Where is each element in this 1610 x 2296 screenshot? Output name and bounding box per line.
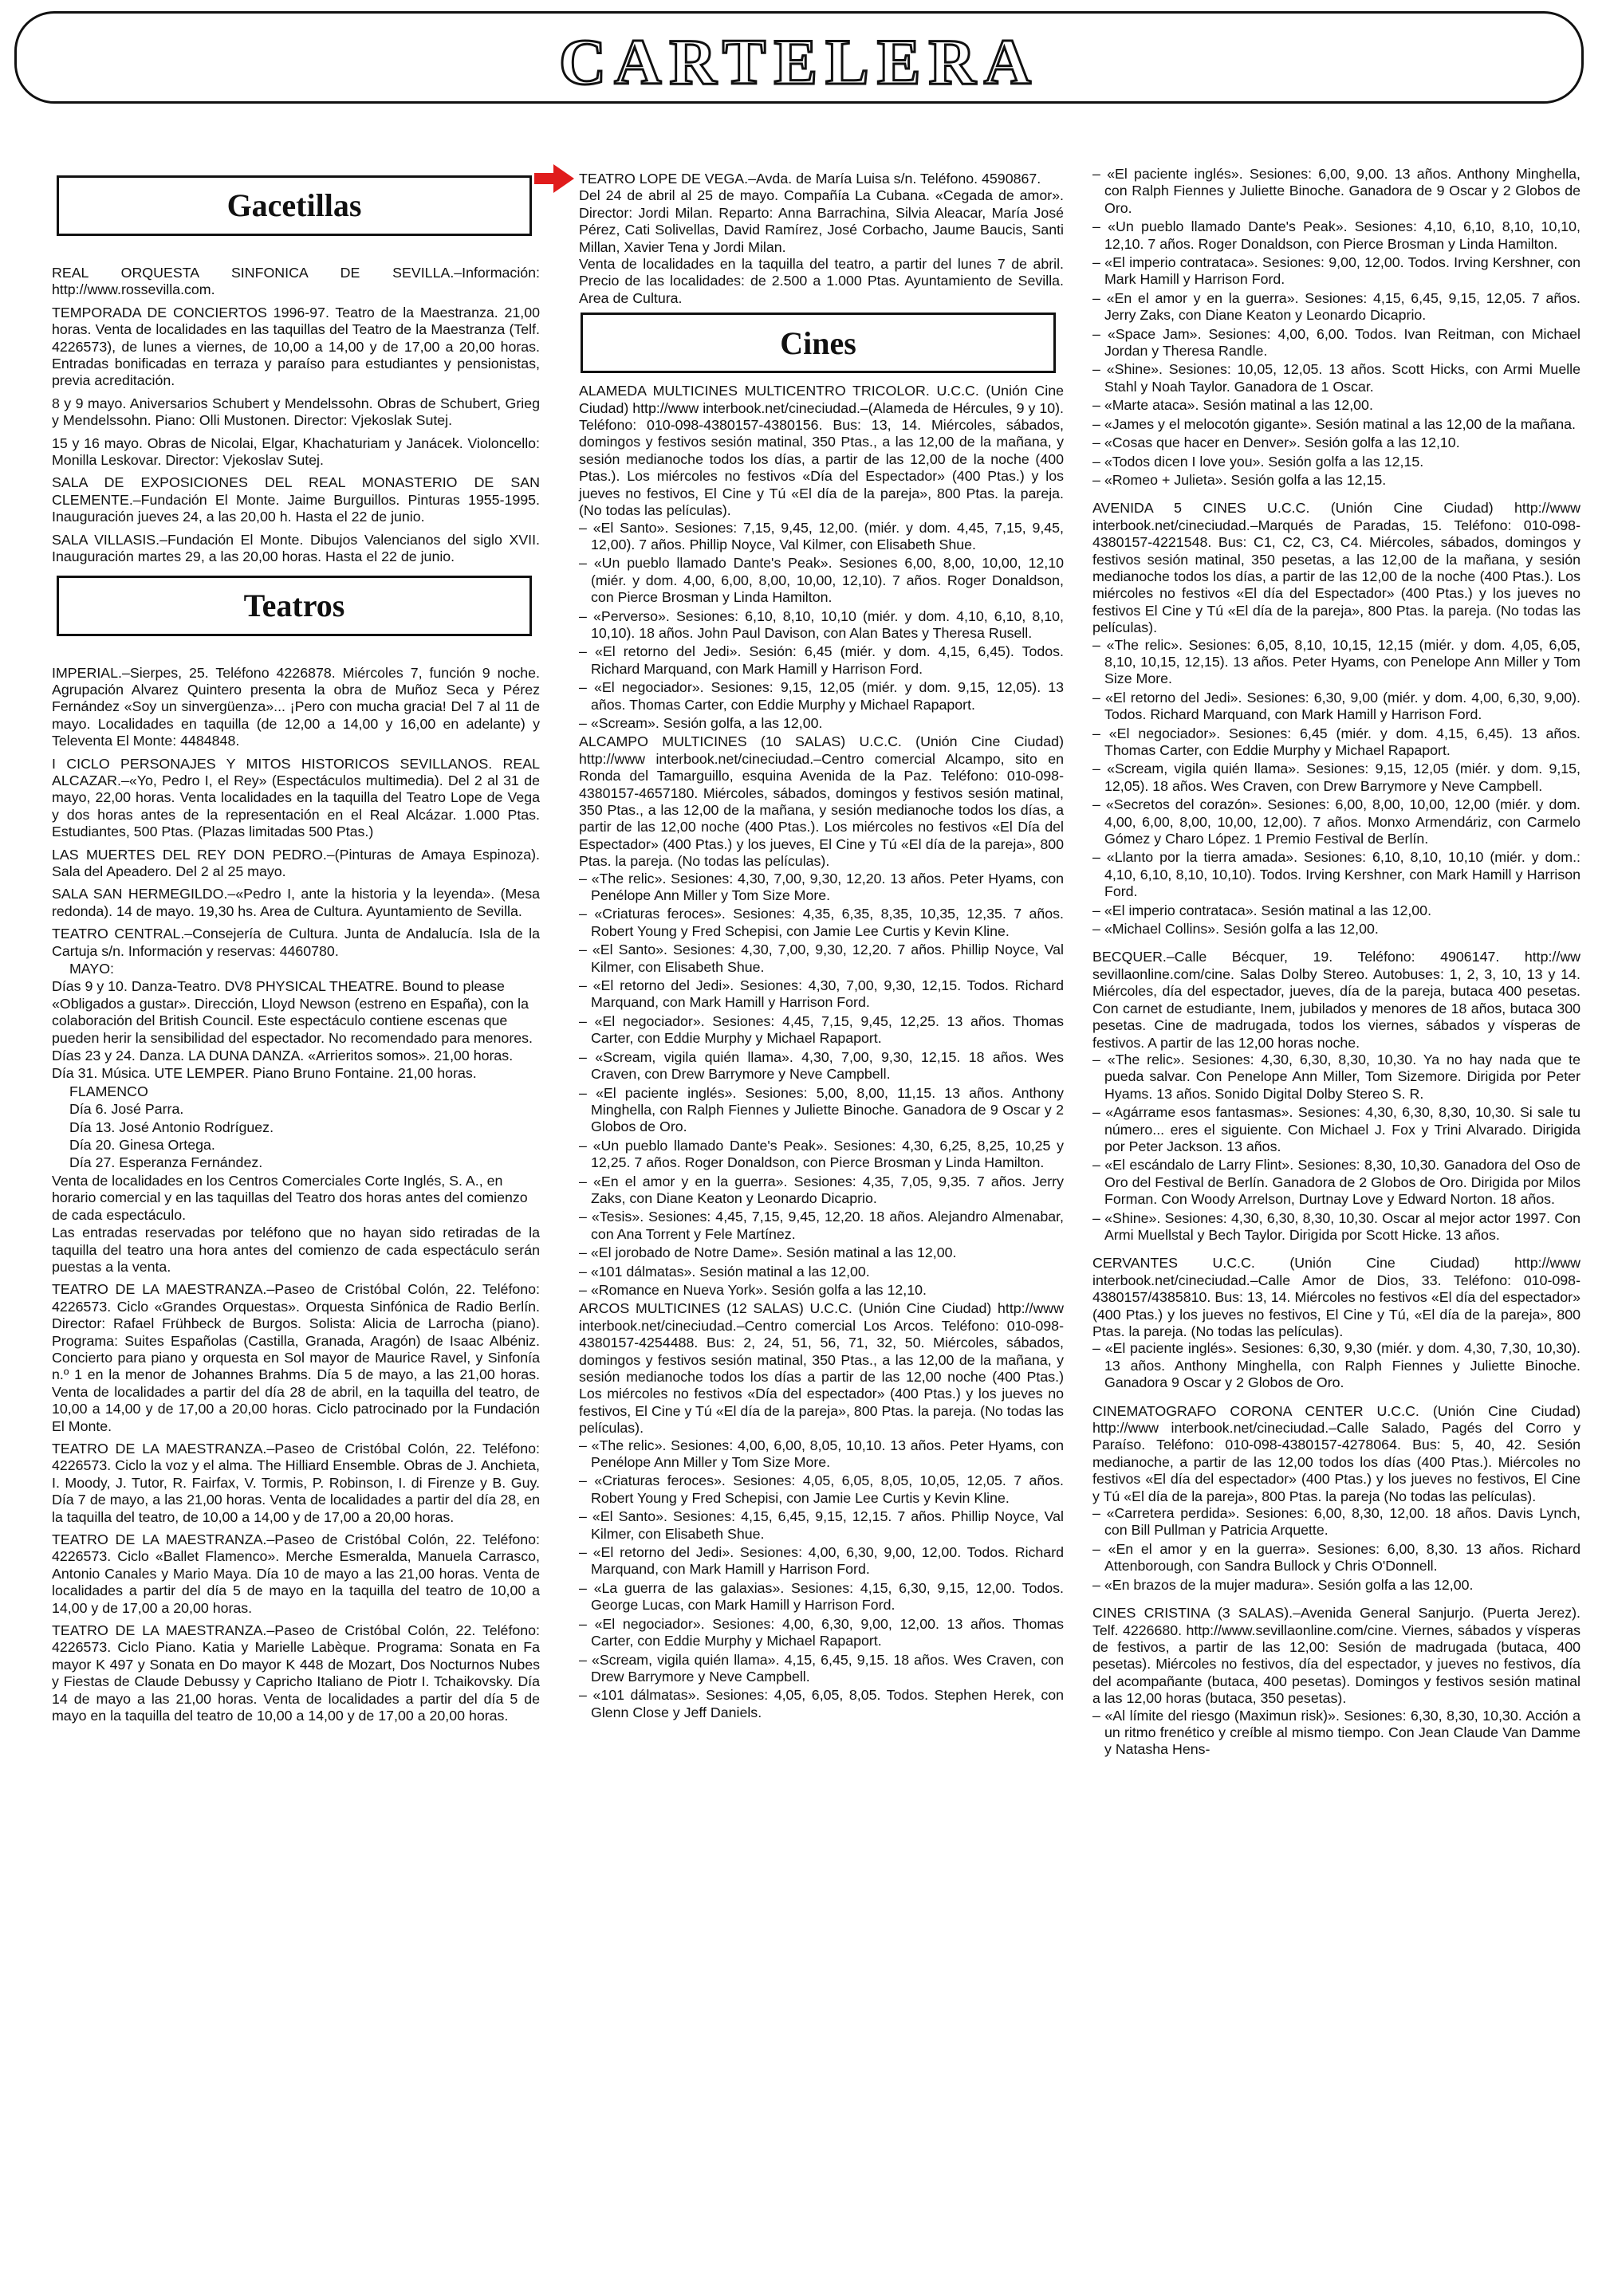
film-item: – «Perverso». Sesiones: 6,10, 8,10, 10,10 (miér. y dom. 4,10, 6,10, 8,10, 10,10). 18 años. John Paul Davison, con Alan Bates y Theresa Rusell. [579, 607, 1064, 641]
film-item: – «El negociador». Sesiones: 4,00, 6,30, 9,00, 12,00. 13 años. Thomas Carter, con Eddie Murphy y Michael Rapaport. [579, 1615, 1064, 1649]
listing: REAL ORQUESTA SINFONICA DE SEVILLA.–Información: http://www.rossevilla.com. [52, 265, 540, 298]
film-item: – «El Santo». Sesiones: 4,15, 6,45, 9,15, 12,15. 7 años. Phillip Noyce, Val Kilmer, con Elisabeth Shue. [579, 1508, 1064, 1542]
listing-line: Las entradas reservadas por teléfono que no hayan sido retiradas de la taquilla del teatro una hora antes del comienzo de cada espectáculo serán puestas a la venta. [52, 1225, 540, 1275]
film-item: – «Un pueblo llamado Dante's Peak». Sesiones 6,00, 8,00, 10,00, 12,10 (miér. y dom. 4,00, 6,00, 8,00, 10,00, 12,10). 7 años. Roger Donaldson, con Pierce Brosman y Linda Hamilton. [579, 555, 1064, 606]
film-item: – «Space Jam». Sesiones: 4,00, 6,00. Todos. Ivan Reitman, con Michael Jordan y Theresa Randle. [1092, 325, 1580, 360]
cinema-header: ALAMEDA MULTICINES MULTICENTRO TRICOLOR. U.C.C. (Unión Cine Ciudad) http://www interbook.net/cineciudad.–(Alameda de Hércules, 9 y 10). Teléfono: 010-098-4380157-4380156. Bus: 13, 14. Miércoles, sábados, domingos y festivos sesión matinal, 350 Ptas., a las 12,00 de la mañana, y sesión medianoche todos los días, a partir de las 12,00 de la noche (400 Ptas.). Los miércoles no festivos «Día del Espectador» (400 Ptas.) y los jueves no festivos, El Cine y Tú «El día de la pareja», 800 Ptas. la pareja. (No todas las películas). [579, 383, 1064, 519]
film-item: – «The relic». Sesiones: 4,30, 7,00, 9,30, 12,20. 13 años. Peter Hyams, con Penélope Ann Miller y Tom Size More. [579, 870, 1064, 904]
film-list [1092, 166, 1580, 489]
listing: TEATRO LOPE DE VEGA.–Avda. de María Luisa s/n. Teléfono. 4590867. [579, 171, 1041, 187]
section-header-teatros: Teatros [57, 576, 532, 636]
film-list [1092, 637, 1580, 938]
listing: TEATRO CENTRAL.–Consejería de Cultura. Junta de Andalucía. Isla de la Cartuja s/n. Información y reservas: 4460780. [52, 926, 540, 959]
film-item: – «En el amor y en la guerra». Sesiones: 4,15, 6,45, 9,15, 12,05. 7 años. Jerry Zaks, con Diane Keaton y Leonardo Dicaprio. [1092, 289, 1580, 324]
column-right [1092, 166, 1580, 1760]
listing: TEMPORADA DE CONCIERTOS 1996-97. Teatro de la Maestranza. 21,00 horas. Venta de localidades en las taquillas del Teatro de la Maestranza (Telf. 4226573), de lunes a viernes, de 10,00 a 14,00 y de 17,00 a 20,00 horas. Entradas bonificadas en terraza y paraíso para estudiantes y pensionistas, previa acreditación. [52, 304, 540, 389]
film-item: – «El paciente inglés». Sesiones: 6,00, 9,00. 13 años. Anthony Minghella, con Ralph Fiennes y Juliette Binoche. Ganadora de 9 Oscar y 2 Globos de Oro. [1092, 166, 1580, 216]
listing-line: MAYO: [69, 961, 114, 977]
listing: LAS MUERTES DEL REY DON PEDRO.–(Pinturas de Amaya Espinoza). Sala del Apeadero. Del 2 al 25 mayo. [52, 846, 540, 879]
film-item: – «El imperio contrataca». Sesiones: 9,00, 12,00. Todos. Irving Kershner, con Mark Hamill y Harrison Ford. [1092, 254, 1580, 288]
listing: Venta de localidades en la taquilla del teatro, a partir del lunes 7 de abril. Precio de las localidades: de 2.500 a 1.000 Ptas. Ayuntamiento de Sevilla. Area de Cultura. [579, 256, 1064, 306]
listing: IMPERIAL.–Sierpes, 25. Teléfono 4226878. Miércoles 7, función 9 noche. Agrupación Alvarez Quintero presenta la obra de Muñoz Seca y Pérez Fernández «Soy un sinvergüenza»... ¡Pero con mucha gracia! Del 7 al 11 de mayo. Localidades en taquilla (de 12,00 a 14,00 y 16,00 en adelante) y Televenta El Monte: 4484848. [52, 664, 540, 749]
listing-line: Venta de localidades en los Centros Comerciales Corte Inglés, S. A., en horario comercial y en las taquillas del Teatro dos horas antes del comienzo de cada espectáculo. [52, 1172, 528, 1223]
film-item: – «La guerra de las galaxias». Sesiones: 4,15, 6,30, 9,15, 12,00. Todos. George Lucas, con Mark Hamill y Harrison Ford. [579, 1579, 1064, 1614]
film-item: – «Shine». Sesiones: 4,30, 6,30, 8,30, 10,30. Oscar al mejor actor 1997. Con Armi Muellstal y Bech Taylor. Dirigida por Scott Hicke. 13 años. [1092, 1209, 1580, 1243]
section-header-cines: Cines [581, 313, 1056, 373]
cartelera-banner [14, 11, 1584, 104]
listing: TEATRO DE LA MAESTRANZA.–Paseo de Cristóbal Colón, 22. Teléfono: 4226573. Ciclo «Grandes Orquestas». Orquesta Sinfónica de Radio Berlín. Director: Rafael Frühbeck de Burgos. Solista: Alicia de Larrocha (piano). Programa: Suites Españolas (Castilla, Granada, Aragón) de Isaac Albéniz. Concierto para piano y orquesta en Sol mayor de Maurice Ravel, y Sinfonía n.º 1 en la menor de Johannes Brahms. Día 5 de mayo, a las 21,00 horas. Venta de localidades a partir del día 28 de abril, en la taquilla del teatro, de 10,00 a 14,00 y de 17,00 a 20,00 horas. Ciclo patrocinado por la Fundación El Monte. [52, 1281, 540, 1434]
column-left [52, 166, 540, 1730]
cinema-header: CINEMATOGRAFO CORONA CENTER U.C.C. (Unión Cine Ciudad) http://www interbook.net/cineciudad.–Calle Salado, Pagés del Corro y Paraíso. Teléfono: 010-098-4380157-4278064. Bus: 5, 40, 42. Sesión medianoche, a partir de las 12,00 todos los días (400 Ptas.). Miércoles no festivos «El día del espectador» (400 Ptas.) y los jueves no festivos, El Cine y Tú «El día de la pareja», 800 Ptas. la pareja (No todas las películas). [1092, 1402, 1580, 1504]
film-item: – «Al límite del riesgo (Maximun risk)». Sesiones: 6,30, 8,30, 10,30. Acción a un ritmo frenético y creíble al mismo tiempo. Con Jean Claude Van Damme y Natasha Hens- [1092, 1707, 1580, 1758]
film-item: – «Criaturas feroces». Sesiones: 4,05, 6,05, 8,05, 10,05, 12,05. 7 años. Robert Young y Fred Schepisi, con Jamie Lee Curtis y Kevin Kline. [579, 1472, 1064, 1506]
film-item: – «Marte ataca». Sesión matinal a las 12,00. [1092, 397, 1373, 414]
listing-line: Día 20. Ginesa Ortega. [69, 1137, 215, 1154]
film-item: – «El negociador». Sesiones: 4,45, 7,15, 9,45, 12,25. 13 años. Thomas Carter, con Eddie Murphy y Michael Rapaport. [579, 1012, 1064, 1047]
film-item: – «En el amor y en la guerra». Sesiones: 6,00, 8,30. 13 años. Richard Attenborough, con Sandra Bullock y Chris O'Donnell. [1092, 1540, 1580, 1575]
cinema-header: AVENIDA 5 CINES U.C.C. (Unión Cine Ciudad) http://www interbook.net/cineciudad.–Marqués de Paradas, 15. Teléfono: 010-098-4380157-4221548. Bus: C1, C2, C3, C4. Miércoles, sábados, domingos y festivos sesión matinal, 350 pesetas, a las 12,00 de la mañana, y sesión medianoche todos los días, a partir de las 12,00 de la noche (400 Ptas.). Los miércoles no festivos «El día del Espectador» (400 Ptas.) y los jueves no festivos El Cine y Tú «El día de la pareja», 800 Ptas. la pareja. (No todas las películas). [1092, 500, 1580, 636]
cinema-header: ALCAMPO MULTICINES (10 SALAS) U.C.C. (Unión Cine Ciudad) http://www interbook.net/cineciudad.–Centro comercial Alcampo, sito en Ronda del Tamarguillo, esquina Avenida de la Paz. Teléfono: 010-098-4380157-4657180. Miércoles, sábados, domingos y festivos sesión matinal, 350 Ptas., a las 12,00 de la mañana, y sesión medianoche todos los días, a partir de las 12,00 noche (400 Ptas.). Los miércoles no festivos «El Día del Espectador» (400 Ptas.) y los jueves, El Cine y Tú «El día de la pareja», 800 Ptas. la pareja. (No todas las películas). [579, 733, 1064, 870]
film-item: – «James y el melocotón gigante». Sesión matinal a las 12,00 de la mañana. [1092, 415, 1576, 432]
film-item: – «En el amor y en la guerra». Sesiones: 4,35, 7,05, 9,35. 7 años. Jerry Zaks, con Diane Keaton y Leonardo Dicaprio. [579, 1173, 1064, 1206]
film-item: – «The relic». Sesiones: 4,00, 6,00, 8,05, 10,10. 13 años. Peter Hyams, con Penélope Ann Miller y Tom Size More. [579, 1437, 1064, 1471]
film-item: – «Secretos del corazón». Sesiones: 6,00, 8,00, 10,00, 12,00 (miér. y dom. 4,00, 6,00, 8,00, 10,00, 12,00). 7 años. Monxo Armendáriz, con Carmelo Gómez y Charo López. 1 Premio Festival de Berlín. [1092, 796, 1580, 847]
listing-line: Día 13. José Antonio Rodríguez. [69, 1119, 274, 1135]
film-item: – «Un pueblo llamado Dante's Peak». Sesiones: 4,10, 6,10, 8,10, 10,10, 12,10. 7 años. Roger Donaldson, con Pierce Brosman y Linda Hamilton. [1092, 218, 1580, 252]
listing: TEATRO DE LA MAESTRANZA.–Paseo de Cristóbal Colón, 22. Teléfono: 4226573. Ciclo «Ballet Flamenco». Merche Esmeralda, Manuela Carrasco, Antonio Canales y Mario Maya. Día 10 de mayo a las 21,00 horas. Venta de localidades a partir del día 5 de mayo en la taquilla del teatro de 10,00 a 14,00 y de 17,00 a 20,00 horas. [52, 1531, 540, 1616]
film-item: – «Scream, vigila quién llama». 4,15, 6,45, 9,15. 18 años. Wes Craven, con Drew Barrymore y Neve Campbell. [579, 1651, 1064, 1685]
film-item: – «Todos dicen I love you». Sesión golfa a las 12,15. [1092, 453, 1424, 470]
film-list [1092, 1052, 1580, 1244]
film-item: – «Carretera perdida». Sesiones: 6,00, 8,30, 12,00. 18 años. Davis Lynch, con Bill Pullman y Patricia Arquette. [1092, 1505, 1580, 1539]
listing: TEATRO DE LA MAESTRANZA.–Paseo de Cristóbal Colón, 22. Teléfono: 4226573. Ciclo la voz y el alma. The Hilliard Ensemble. Obras de J. Anchieta, I. Moody, J. Tutor, R. Fairfax, V. Tormis, P. Robinson, I. di Firenze y B. Guy. Día 7 de mayo, a las 21,00 horas. Venta de localidades a partir del día 28, en la taquilla del teatro, de 10,00 a 14,00 y de 17,00 a 20,00 horas. [52, 1440, 540, 1525]
listing-line: Día 27. Esperanza Fernández. [69, 1154, 263, 1171]
film-item: – «El jorobado de Notre Dame». Sesión matinal a las 12,00. [579, 1244, 957, 1261]
listing-line: Días 9 y 10. Danza-Teatro. DV8 PHYSICAL THEATRE. Bound to please «Obligados a gustar». Dirección, Lloyd Newson (estreno en España), con la colaboración del British Council. Este espectáculo contiene escenas que pueden herir la sensibilidad del espectador. No recomendado para menores. [52, 978, 533, 1046]
listing: SALA SAN HERMEGILDO.–«Pedro I, ante la historia y la leyenda». (Mesa redonda). 14 de mayo. 19,30 hs. Area de Cultura. Ayuntamiento de Sevilla. [52, 886, 540, 919]
section-header-gacetillas: Gacetillas [57, 175, 532, 236]
film-list [579, 871, 1064, 1299]
film-item: – «El escándalo de Larry Flint». Sesiones: 8,30, 10,30. Ganadora del Oso de Oro del Festival de Berlín. Ganadora de 2 Globos de Oro. Dirigida por Milos Forman. Con Woody Arrelson, Durtnay Love y Edward Norton. 18 años. [1092, 1157, 1580, 1208]
film-item: – «The relic». Sesiones: 6,05, 8,10, 10,15, 12,15 (miér. y dom. 4,05, 6,05, 8,10, 10,15, 12,15). 13 años. Peter Hyams, con Penelope Ann Miller y Tom Size More. [1092, 636, 1580, 687]
film-item: – «El retorno del Jedi». Sesiones: 6,30, 9,00 (miér. y dom. 4,00, 6,30, 9,00). Todos. Richard Marquand, con Mark Hamill y Harrison Ford. [1092, 689, 1580, 723]
film-item: – «101 dálmatas». Sesiones: 4,05, 6,05, 8,05. Todos. Stephen Herek, con Glenn Close y Jeff Daniels. [579, 1687, 1064, 1720]
cinema-header: CERVANTES U.C.C. (Unión Cine Ciudad) http://www interbook.net/cineciudad.–Calle Amor de Dios, 33. Teléfono: 010-098-4380157/4385810. Bus: 13, 14. Miércoles no festivos «El día del espectador» (400 Ptas.) y los jueves no festivos, El Cine y Tú, «El día de la pareja», 800 Ptas. la pareja. (No todas las películas). [1092, 1255, 1580, 1339]
listing: I CICLO PERSONAJES Y MITOS HISTORICOS SEVILLANOS. REAL ALCAZAR.–«Yo, Pedro I, el Rey» (Espectáculos multimedia). Del 2 al 31 de mayo, 22,00 horas. Venta localidades en la taquilla del Teatro Lope de Vega y dos horas antes de la representación en el Real Alcázar. 1.000 Ptas. Estudiantes, 500 Ptas. (Plazas limitadas 500 Ptas.) [52, 755, 540, 840]
listing: 8 y 9 mayo. Aniversarios Schubert y Mendelssohn. Obras de Schubert, Grieg y Mendelssohn. Piano: Olli Mustonen. Director: Vjekoslak Sutej. [52, 395, 540, 429]
film-item: – «Un pueblo llamado Dante's Peak». Sesiones: 4,30, 6,25, 8,25, 10,25 y 12,25. 7 años. Roger Donaldson, con Pierce Brosman y Linda Hamilton. [579, 1137, 1064, 1171]
film-item: – «101 dálmatas». Sesión matinal a las 12,00. [579, 1263, 870, 1280]
film-list [1092, 1708, 1580, 1759]
cinema-header: BECQUER.–Calle Bécquer, 19. Teléfono: 4906147. http://ww sevillaonline.com/cine. Salas Dolby Stereo. Autobuses: 1, 2, 3, 10, 13 y 14. Miércoles, día del espectador, jueves, día de la pareja, butaca 400 pesetas. Con carnet de estudiante, Inem, jubilados y menores de 18 años, butaca 300 pesetas. Cine de madrugada, todos los viernes, sábados y vísperas de festivos. A partir de las 12,00 horas noche. [1092, 949, 1580, 1051]
film-item: – «Romance en Nueva York». Sesión golfa a las 12,10. [579, 1281, 927, 1298]
listing: SALA DE EXPOSICIONES DEL REAL MONASTERIO DE SAN CLEMENTE.–Fundación El Monte. Jaime Burguillos. Pinturas 1955-1995. Inauguración jueves 24, a las 20,00 h. Hasta el 22 de junio. [52, 474, 540, 525]
film-list [1092, 1505, 1580, 1594]
listing-line: FLAMENCO [69, 1083, 148, 1099]
film-item: – «Agárrame esos fantasmas». Sesiones: 4,30, 6,30, 8,30, 10,30. Si sale tu número... eres el siguiente. Con Michael J. Fox y Trini Alvarado. Dirigida por Peter Jackson. 13 años. [1092, 1104, 1580, 1154]
film-item: – «Shine». Sesiones: 10,05, 12,05. 13 años. Scott Hicks, con Armi Muelle Stahl y Noah Taylor. Ganadora de 1 Oscar. [1092, 361, 1580, 395]
listing-line: Día 6. José Parra. [69, 1101, 184, 1118]
film-item: – «El paciente inglés». Sesiones: 5,00, 8,00, 11,15. 13 años. Anthony Minghella, con Ralph Fiennes y Juliette Binoche. Ganadora de 9 Oscar y 2 Globos de Oro. [579, 1084, 1064, 1135]
cinema-header: CINES CRISTINA (3 SALAS).–Avenida General Sanjurjo. (Puerta Jerez). Telf. 4226680. http://www.sevillaonline.com/cine. Viernes, sábados y vísperas de festivos, a partir de las 12,00: Sesión de madrugada (butaca, 400 pesetas). Miércoles no festivos, día del espectador, y jueves no festivos, día del acompañante (butaca, 400 pesetas). Domingos y festivos sesión matinal a las 12,00 horas (butaca, 350 pesetas). [1092, 1605, 1580, 1707]
film-list [579, 520, 1064, 733]
film-item: – «Scream, vigila quién llama». 4,30, 7,00, 9,30, 12,15. 18 años. Wes Craven, con Drew Barrymore y Neve Campbell. [579, 1048, 1064, 1083]
film-item: – «En brazos de la mujer madura». Sesión golfa a las 12,00. [1092, 1576, 1474, 1593]
listing-line: Días 23 y 24. Danza. LA DUNA DANZA. «Arrieritos somos». 21,00 horas. [52, 1048, 514, 1064]
film-item: – «Scream». Sesión golfa, a las 12,00. [579, 714, 823, 731]
film-list [579, 1437, 1064, 1722]
cinema-header: ARCOS MULTICINES (12 SALAS) U.C.C. (Unión Cine Ciudad) http://www interbook.net/cineciudad.–Centro comercial Los Arcos. Teléfono: 010-098-4380157-4254488. Bus: 2, 24, 51, 56, 71, 32, 50. Miércoles, sábados, domingos y festivos sesión matinal, 350 Ptas., a las 12,00 de la mañana, y sesión medianoche todos los días a partir de las 12,00 noche (400 Ptas.) Los miércoles no festivos «Día del espectador» (400 Ptas.) y los jueves no festivos, El Cine y Tú «El día de la pareja», 800 Ptas. la pareja. (No todas las películas). [579, 1300, 1064, 1437]
listing: TEATRO DE LA MAESTRANZA.–Paseo de Cristóbal Colón, 22. Teléfono: 4226573. Ciclo Piano. Katia y Marielle Labèque. Programa: Sonata en Fa mayor K 497 y Sonata en Do mayor K 448 de Mozart, Dos Nocturnos Nubes y Fiestas de Claude Debussy y Capricho Italiano de Piotr I. Tchaikovsky. Día 14 de mayo a las 21,00 horas. Venta de localidades a partir del día 5 de mayo en la taquilla del teatro de 10,00 a 14,00 y de 17,00 a 20,00 horas. [52, 1622, 540, 1724]
film-item: – «El Santo». Sesiones: 7,15, 9,45, 12,00. (miér. y dom. 4,45, 7,15, 9,45, 12,00). 7 años. Phillip Noyce, Val Kilmer, con Elisabeth Shue. [579, 519, 1064, 552]
film-item: – «El retorno del Jedi». Sesiones: 4,00, 6,30, 9,00, 12,00. Todos. Richard Marquand, con Mark Hamill y Harrison Ford. [579, 1544, 1064, 1578]
listing: 15 y 16 mayo. Obras de Nicolai, Elgar, Khachaturiam y Janácek. Violoncello: Monilla Leskovar. Director: Vjekoslav Sutej. [52, 434, 540, 469]
page-title: CARTELERA [559, 26, 1039, 98]
film-item: – «Criaturas feroces». Sesiones: 4,35, 6,35, 8,35, 10,35, 12,35. 7 años. Robert Young y Fred Schepisi, con Jamie Lee Curtis y Kevin Kline. [579, 906, 1064, 939]
listing-line: Día 31. Música. UTE LEMPER. Piano Bruno Fontaine. 21,00 horas. [52, 1065, 477, 1082]
film-item: – «Llanto por la tierra amada». Sesiones: 6,10, 8,10, 10,10 (miér. y dom.: 4,10, 6,10, 8,10, 10,10). Todos. Irving Kershner, con Mark Hamill y Harrison Ford. [1092, 849, 1580, 900]
film-item: – «El negociador». Sesiones: 9,15, 12,05 (miér. y dom. 9,15, 12,05). 13 años. Thomas Carter, con Eddie Murphy y Michael Rapaport. [579, 679, 1064, 713]
film-item: – «Scream, vigila quién llama». Sesiones: 9,15, 12,05 (miér. y dom. 9,15, 12,05). 18 años. Wes Craven, con Drew Barrymore y Neve Campbell. [1092, 761, 1580, 794]
film-item: – «El negociador». Sesiones: 6,45 (miér. y dom. 4,15, 6,45). 13 años. Thomas Carter, con Eddie Murphy y Michael Rapaport. [1092, 725, 1580, 758]
film-item: – «Cosas que hacer en Denver». Sesión golfa a las 12,10. [1092, 434, 1460, 451]
listing: Del 24 de abril al 25 de mayo. Compañía La Cubana. «Cegada de amor». Director: Jordi Milan. Reparto: Anna Barrachina, Silvia Aleacar, María José Pérez, Cati Solivellas, David Ramírez, José Corbacho, Jaume Baucis, Santi Millan, Xavier Tena y Jordi Milan. [579, 187, 1064, 255]
film-item: – «Michael Collins». Sesión golfa a las 12,00. [1092, 921, 1379, 938]
film-item: – «El retorno del Jedi». Sesiones: 4,30, 7,00, 9,30, 12,15. Todos. Richard Marquand, con Mark Hamill y Harrison Ford. [579, 977, 1064, 1011]
column-middle [579, 171, 1064, 1723]
film-list [1092, 1340, 1580, 1391]
film-item: – «The relic». Sesiones: 4,30, 6,30, 8,30, 10,30. Ya no hay nada que te pueda salvar. Con Penelope Ann Miller, Tom Sizemore. Dirigida por Peter Hyams. 13 años. Sonido Digital Dolby Stereo S. R. [1092, 1051, 1580, 1102]
film-item: – «El imperio contrataca». Sesión matinal a las 12,00. [1092, 902, 1432, 918]
film-item: – «Tesis». Sesiones: 4,45, 7,15, 9,45, 12,20. 18 años. Alejandro Almenabar, con Ana Torrent y Fele Martínez. [579, 1209, 1064, 1242]
film-item: – «El paciente inglés». Sesiones: 6,30, 9,30 (miér. y dom. 4,30, 7,30, 10,30). 13 años. Anthony Minghella, con Ralph Fiennes y Juliette Binoche. Ganadora 9 Oscar y 2 Globos de Oro. [1092, 1340, 1580, 1391]
red-arrow-head-icon [553, 164, 574, 193]
film-item: – «El retorno del Jedi». Sesión: 6,45 (miér. y dom. 4,15, 6,45). Todos. Richard Marquand, con Mark Hamill y Harrison Ford. [579, 643, 1064, 677]
film-item: – «Romeo + Julieta». Sesión golfa a las 12,15. [1092, 471, 1387, 488]
listing: SALA VILLASIS.–Fundación El Monte. Dibujos Valencianos del siglo XVII. Inauguración martes 29, a las 20,00 horas. Hasta el 22 de junio. [52, 531, 540, 565]
film-item: – «El Santo». Sesiones: 4,30, 7,00, 9,30, 12,20. 7 años. Phillip Noyce, Val Kilmer, con Elisabeth Shue. [579, 942, 1064, 975]
